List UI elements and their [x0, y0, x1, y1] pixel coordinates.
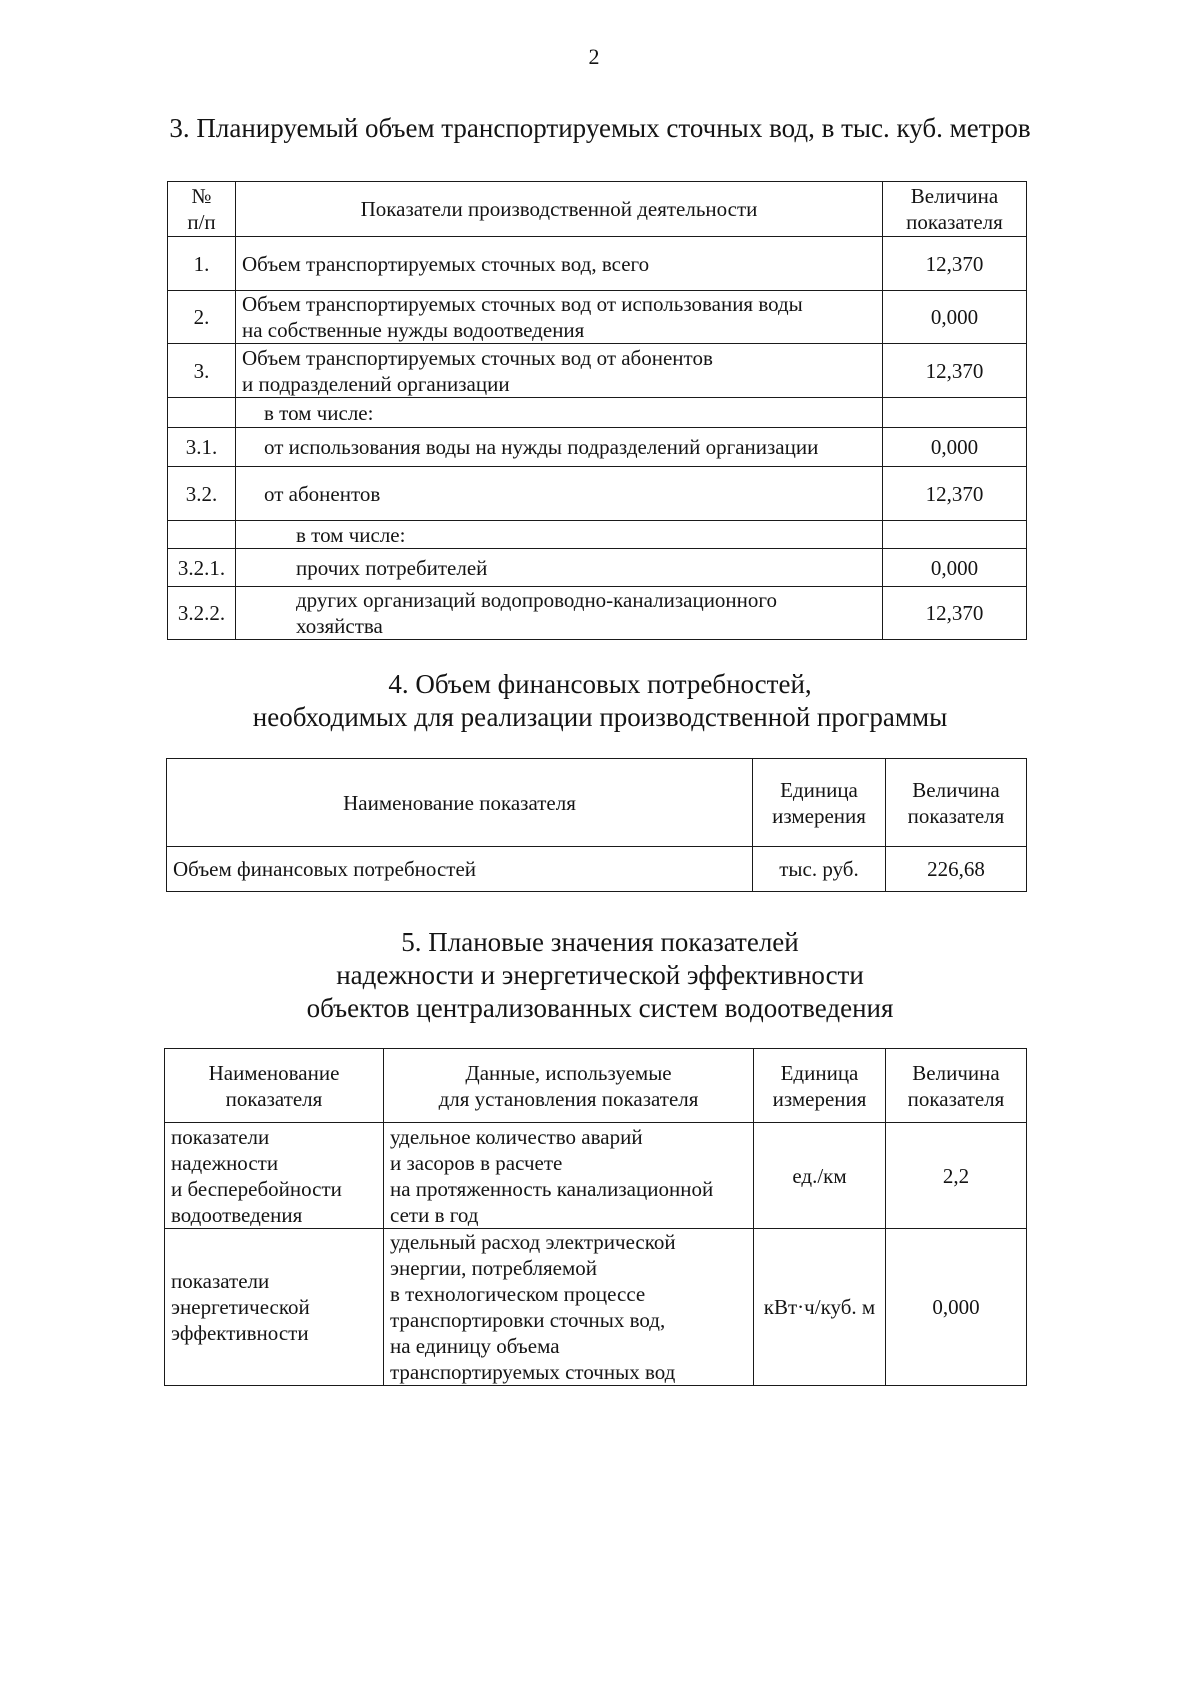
table-row	[168, 398, 1027, 428]
header-text: показателя	[225, 1086, 323, 1111]
header-text: показателя	[907, 1086, 1005, 1111]
table-row	[165, 1123, 1027, 1229]
header-text: Величина	[912, 1060, 1000, 1085]
row-name-line: водоотведения	[171, 1202, 303, 1227]
table-row	[168, 467, 1027, 521]
row-number: 3.2.	[168, 467, 236, 521]
section-5-title-line: 5. Плановые значения показателей	[401, 927, 799, 957]
row-label: в том числе:	[236, 521, 883, 549]
section-4-title-line: необходимых для реализации производственной программы	[252, 702, 948, 732]
table-row	[168, 549, 1027, 587]
section-3-title-line: 3. Планируемый объем транспортируемых сточных вод, в тыс. куб. метров	[169, 113, 1031, 143]
row-label-line: Объем транспортируемых сточных вод от использования воды	[242, 292, 803, 316]
row-name	[165, 1229, 384, 1386]
row-value: 12,370	[883, 467, 1027, 521]
header-text: показателя	[907, 803, 1005, 828]
row-label: Объем финансовых потребностей	[167, 847, 753, 892]
row-data-line: на протяженность канализационной	[390, 1176, 714, 1201]
header-value	[883, 182, 1027, 237]
row-label: Объем транспортируемых сточных вод, всего	[236, 237, 883, 291]
row-value: 0,000	[883, 549, 1027, 587]
row-label-line: на собственные нужды водоотведения	[242, 318, 585, 342]
section-4-table	[166, 758, 1027, 892]
row-data-line: на единицу объема	[390, 1334, 560, 1358]
header-text: Величина	[910, 184, 999, 208]
row-data-line: транспортируемых сточных вод	[390, 1360, 676, 1384]
table-header-row	[168, 182, 1027, 237]
row-label: в том числе:	[236, 398, 883, 428]
row-data	[384, 1229, 754, 1386]
row-value	[883, 398, 1027, 428]
row-data-line: сети в год	[390, 1202, 479, 1227]
row-label: от абонентов	[236, 467, 883, 521]
header-data	[384, 1049, 754, 1123]
row-number: 3.2.2.	[168, 587, 236, 640]
header-text: п/п	[187, 210, 216, 234]
row-name-line: энергетической	[171, 1295, 310, 1319]
header-text: показателя	[906, 210, 1003, 234]
row-value: 12,370	[883, 237, 1027, 291]
table-row	[168, 521, 1027, 549]
row-number: 1.	[168, 237, 236, 291]
page-number: 2	[588, 44, 600, 69]
row-data-line: удельный расход электрической	[390, 1230, 676, 1254]
table-header-row	[167, 759, 1027, 847]
row-label: от использования воды на нужды подразделений организации	[236, 428, 883, 467]
row-number: 2.	[168, 291, 236, 344]
row-number: 3.2.1.	[168, 549, 236, 587]
header-number	[168, 182, 236, 237]
row-label-line: и подразделений организации	[242, 371, 510, 396]
header-text: №	[191, 184, 212, 208]
table-row	[168, 344, 1027, 398]
row-label: прочих потребителей	[236, 549, 883, 587]
section-3-table	[167, 181, 1027, 640]
row-data-line: энергии, потребляемой	[390, 1256, 598, 1280]
row-number: 3.	[168, 344, 236, 398]
row-name	[165, 1123, 384, 1229]
table-row	[168, 428, 1027, 467]
row-number: 3.1.	[168, 428, 236, 467]
row-value: 0,000	[883, 291, 1027, 344]
header-name: Наименование показателя	[167, 759, 753, 847]
table-row	[168, 291, 1027, 344]
table-row	[167, 847, 1027, 892]
section-5-table	[164, 1048, 1027, 1386]
table-row	[168, 237, 1027, 291]
table-header-row	[165, 1049, 1027, 1123]
row-label-line: других организаций водопроводно-канализационного	[296, 588, 778, 612]
header-text: Наименование	[208, 1060, 340, 1085]
row-data	[384, 1123, 754, 1229]
row-name-line: показатели	[171, 1124, 270, 1149]
table-row	[165, 1229, 1027, 1386]
row-data-line: удельное количество аварий	[390, 1124, 643, 1149]
header-unit	[753, 759, 886, 847]
row-label	[236, 344, 883, 398]
header-value	[886, 759, 1027, 847]
row-label-line: хозяйства	[296, 614, 383, 638]
row-value: 226,68	[886, 847, 1027, 892]
row-name-line: эффективности	[171, 1321, 309, 1345]
header-text: Единица	[780, 1060, 859, 1085]
row-value	[883, 521, 1027, 549]
header-indicator: Показатели производственной деятельности	[236, 182, 883, 237]
row-name-line: надежности	[171, 1150, 279, 1175]
row-label	[236, 291, 883, 344]
header-unit	[754, 1049, 886, 1123]
row-value: 12,370	[883, 344, 1027, 398]
section-5-title	[0, 926, 1200, 1025]
header-text: Величина	[912, 777, 1000, 802]
row-value: 12,370	[883, 587, 1027, 640]
section-5-title-line: объектов централизованных систем водоотведения	[306, 993, 894, 1023]
row-number	[168, 521, 236, 549]
section-4-title-line: 4. Объем финансовых потребностей,	[388, 669, 812, 699]
row-value: 0,000	[883, 428, 1027, 467]
header-text: Данные, используемые	[465, 1060, 672, 1085]
row-value: 0,000	[886, 1229, 1027, 1386]
row-data-line: транспортировки сточных вод,	[390, 1308, 666, 1332]
row-label	[236, 587, 883, 640]
row-unit: кВт·ч/куб. м	[754, 1229, 886, 1386]
section-4-title	[0, 668, 1200, 734]
header-text: измерения	[772, 1086, 867, 1111]
row-unit: тыс. руб.	[753, 847, 886, 892]
section-5-title-line: надежности и энергетической эффективности	[336, 960, 864, 990]
header-text: для установления показателя	[438, 1086, 699, 1111]
row-unit: ед./км	[754, 1123, 886, 1229]
header-text: измерения	[772, 803, 866, 828]
row-number	[168, 398, 236, 428]
row-name-line: и бесперебойности	[171, 1176, 342, 1201]
row-value: 2,2	[886, 1123, 1027, 1229]
table-row	[168, 587, 1027, 640]
row-label-line: Объем транспортируемых сточных вод от абонентов	[242, 345, 713, 370]
header-text: Единица	[780, 777, 858, 802]
header-value	[886, 1049, 1027, 1123]
row-name-line: показатели	[171, 1269, 270, 1293]
row-data-line: в технологическом процессе	[390, 1282, 646, 1306]
header-name	[165, 1049, 384, 1123]
section-3-title	[0, 112, 1200, 145]
row-data-line: и засоров в расчете	[390, 1150, 563, 1175]
